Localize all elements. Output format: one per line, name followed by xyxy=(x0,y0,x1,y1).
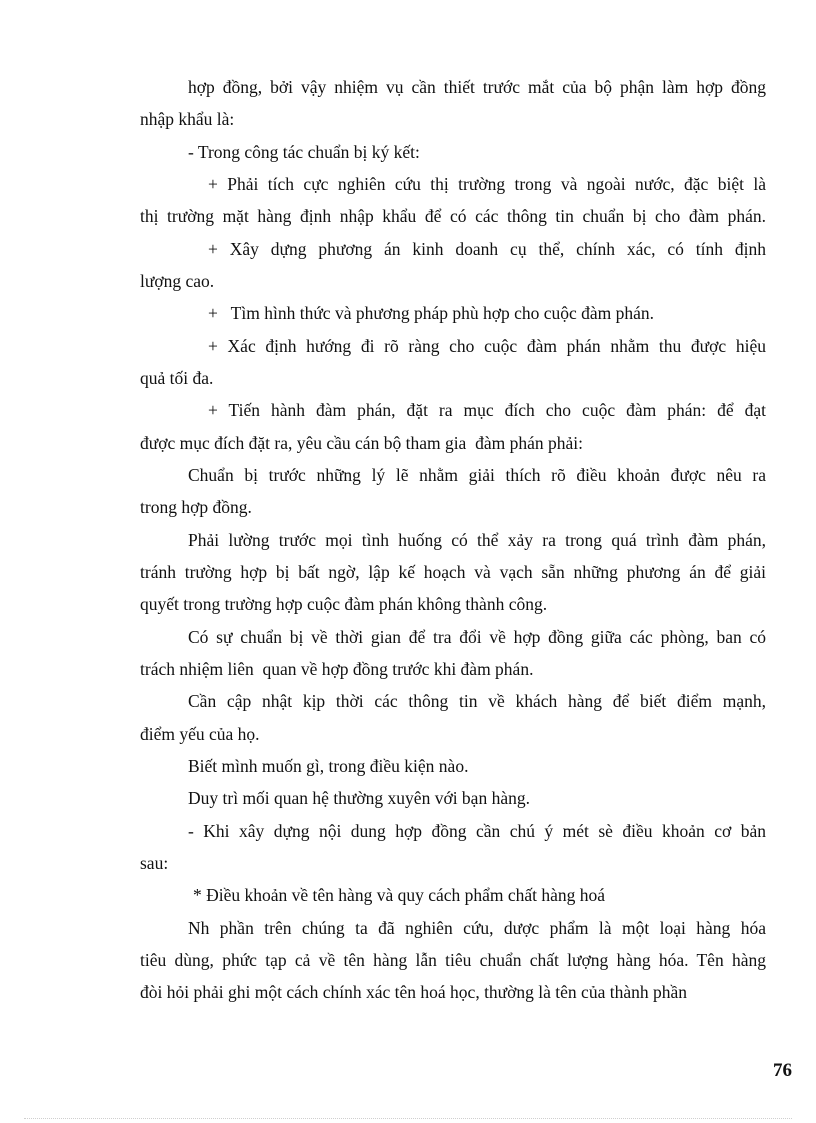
text-line: - Trong công tác chuẩn bị ký kết: xyxy=(188,142,420,162)
text-line: + Tìm hình thức và phương pháp phù hợp cho cuộc đàm phán. xyxy=(208,303,655,323)
text-line: lượng cao. xyxy=(140,271,215,291)
text-line: Phải lường trước mọi tình huống có thể xảy ra trong quá trình đàm phán, xyxy=(188,530,766,550)
text-line: đòi hỏi phải ghi một cách chính xác tên hoá học, thường là tên của thành phần xyxy=(140,982,687,1002)
text-line: + Tiến hành đàm phán, đặt ra mục đích cho cuộc đàm phán: để đạt xyxy=(208,400,766,420)
text-line: Chuẩn bị trước những lý lẽ nhằm giải thích rõ điều khoản được nêu ra xyxy=(188,465,766,485)
text-line: được mục đích đặt ra, yêu cầu cán bộ tham gia đàm phán phải: xyxy=(140,433,583,453)
text-line: Có sự chuẩn bị về thời gian để tra đổi về hợp đồng giữa các phòng, ban có xyxy=(188,627,766,647)
text-line: + Phải tích cực nghiên cứu thị trường trong và ngoài nước, đặc biệt là xyxy=(208,174,766,194)
text-line: - Khi xây dựng nội dung hợp đồng cần chú ý mét sè điều khoản cơ bản xyxy=(188,821,766,841)
text-line: + Xây dựng phương án kinh doanh cụ thể, chính xác, có tính định xyxy=(208,239,766,259)
text-line: sau: xyxy=(140,853,169,873)
text-line: điểm yếu của họ. xyxy=(140,724,260,744)
text-line: trong hợp đồng. xyxy=(140,497,252,517)
page-number: 76 xyxy=(773,1060,792,1081)
footer-divider xyxy=(24,1118,792,1119)
text-line: Cần cập nhật kịp thời các thông tin về khách hàng để biết điểm mạnh, xyxy=(188,691,766,711)
text-line: tránh trường hợp bị bất ngờ, lập kế hoạch và vạch sẵn những phương án để giải xyxy=(140,562,766,582)
text-line: tiêu dùng, phức tạp cả về tên hàng lẫn tiêu chuẩn chất lượng hàng hóa. Tên hàng xyxy=(140,950,766,970)
text-line: Nh phần trên chúng ta đã nghiên cứu, dược phẩm là một loại hàng hóa xyxy=(188,918,766,938)
text-line: Duy trì mối quan hệ thường xuyên với bạn hàng. xyxy=(188,788,530,808)
text-line: quyết trong trường hợp cuộc đàm phán không thành công. xyxy=(140,594,548,614)
text-line: + Xác định hướng đi rõ ràng cho cuộc đàm phán nhằm thu được hiệu xyxy=(208,336,766,356)
section-heading: * Điều khoản về tên hàng và quy cách phẩm chất hàng hoá xyxy=(193,885,606,905)
text-line: quả tối đa. xyxy=(140,368,214,388)
text-line: Biết mình muốn gì, trong điều kiện nào. xyxy=(188,756,469,776)
text-line: nhập khẩu là: xyxy=(140,109,235,129)
text-line: thị trường mặt hàng định nhập khẩu để có các thông tin chuẩn bị cho đàm phán. xyxy=(140,206,766,226)
text-line: hợp đồng, bởi vậy nhiệm vụ cần thiết trước mắt của bộ phận làm hợp đồng xyxy=(188,77,766,97)
text-line: trách nhiệm liên quan về hợp đồng trước khi đàm phán. xyxy=(140,659,534,679)
